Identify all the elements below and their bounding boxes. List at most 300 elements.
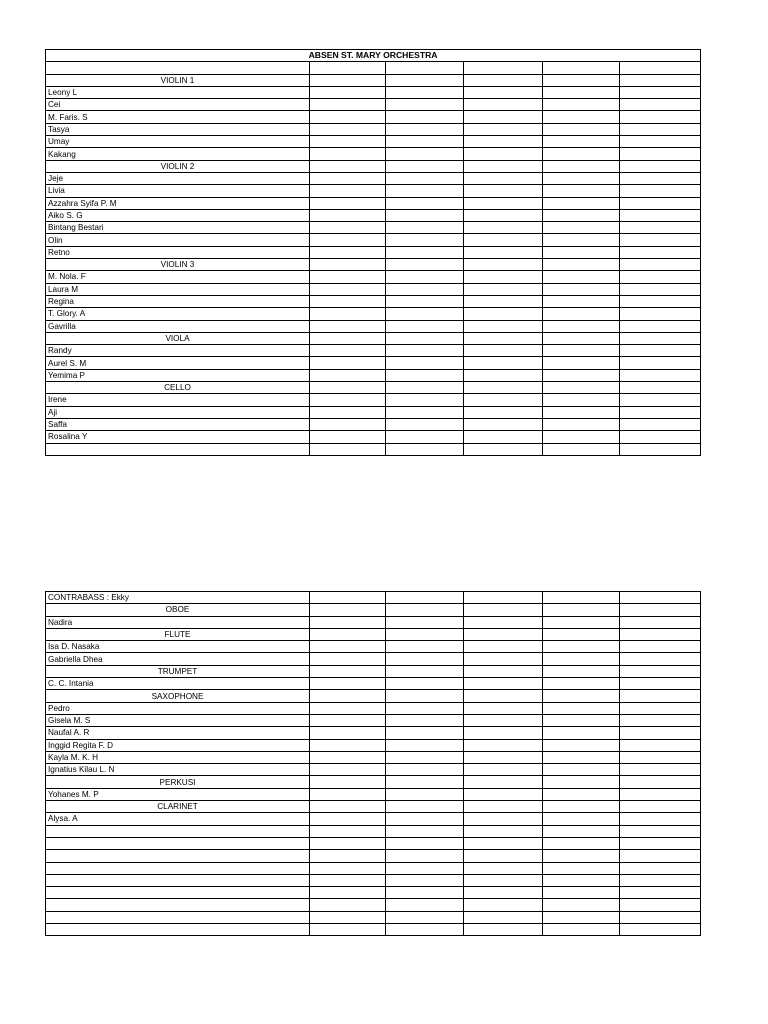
attendance-cell bbox=[386, 160, 464, 172]
member-name: Rosalina Y bbox=[46, 431, 310, 443]
attendance-cell bbox=[543, 283, 620, 295]
attendance-cell bbox=[464, 714, 543, 726]
attendance-cell bbox=[386, 874, 464, 886]
attendance-cell bbox=[386, 197, 464, 209]
member-name: Olin bbox=[46, 234, 310, 246]
attendance-table-1 bbox=[45, 49, 701, 456]
attendance-cell bbox=[310, 259, 386, 271]
attendance-cell bbox=[386, 690, 464, 702]
attendance-cell bbox=[543, 665, 620, 677]
attendance-cell bbox=[543, 887, 620, 899]
member-name: Gabriella Dhea bbox=[46, 653, 310, 665]
member-row bbox=[46, 788, 701, 800]
attendance-cell bbox=[543, 690, 620, 702]
member-name: M. Nola. F bbox=[46, 271, 310, 283]
attendance-cell bbox=[620, 911, 701, 923]
attendance-cell bbox=[464, 641, 543, 653]
attendance-cell bbox=[310, 308, 386, 320]
member-row bbox=[46, 111, 701, 123]
attendance-cell bbox=[620, 837, 701, 849]
attendance-cell bbox=[386, 320, 464, 332]
section-header-row bbox=[46, 690, 701, 702]
member-row bbox=[46, 678, 701, 690]
attendance-cell bbox=[464, 308, 543, 320]
member-row bbox=[46, 616, 701, 628]
empty-name-cell bbox=[46, 899, 310, 911]
blank-row bbox=[46, 899, 701, 911]
attendance-cell bbox=[386, 271, 464, 283]
attendance-cell bbox=[543, 837, 620, 849]
attendance-cell bbox=[310, 86, 386, 98]
attendance-cell bbox=[386, 62, 464, 74]
attendance-cell bbox=[386, 185, 464, 197]
attendance-cell bbox=[310, 271, 386, 283]
attendance-cell bbox=[620, 123, 701, 135]
attendance-cell bbox=[464, 185, 543, 197]
attendance-cell bbox=[310, 911, 386, 923]
attendance-cell bbox=[386, 111, 464, 123]
attendance-cell bbox=[386, 259, 464, 271]
attendance-cell bbox=[543, 308, 620, 320]
attendance-cell bbox=[464, 751, 543, 763]
member-name: Umay bbox=[46, 136, 310, 148]
member-name: CONTRABASS : Ekky bbox=[46, 592, 310, 604]
attendance-cell bbox=[386, 862, 464, 874]
member-name: Jeje bbox=[46, 172, 310, 184]
attendance-cell bbox=[310, 357, 386, 369]
attendance-cell bbox=[386, 431, 464, 443]
attendance-cell bbox=[620, 160, 701, 172]
attendance-cell bbox=[620, 874, 701, 886]
attendance-cell bbox=[543, 357, 620, 369]
attendance-cell bbox=[464, 271, 543, 283]
empty-name-cell bbox=[46, 443, 310, 455]
member-name: Kakang bbox=[46, 148, 310, 160]
attendance-cell bbox=[310, 148, 386, 160]
attendance-cell bbox=[310, 727, 386, 739]
attendance-cell bbox=[543, 801, 620, 813]
member-row bbox=[46, 418, 701, 430]
empty-name-cell bbox=[46, 862, 310, 874]
attendance-cell bbox=[620, 209, 701, 221]
member-row bbox=[46, 320, 701, 332]
attendance-cell bbox=[543, 111, 620, 123]
attendance-cell bbox=[543, 123, 620, 135]
empty-name-cell bbox=[46, 62, 310, 74]
member-name: Naufal A. R bbox=[46, 727, 310, 739]
attendance-cell bbox=[620, 62, 701, 74]
attendance-cell bbox=[543, 628, 620, 640]
attendance-cell bbox=[386, 283, 464, 295]
attendance-cell bbox=[543, 764, 620, 776]
attendance-cell bbox=[543, 136, 620, 148]
attendance-cell bbox=[620, 665, 701, 677]
section-label: VIOLIN 3 bbox=[46, 259, 310, 271]
attendance-cell bbox=[310, 764, 386, 776]
attendance-cell bbox=[543, 592, 620, 604]
attendance-cell bbox=[386, 653, 464, 665]
attendance-cell bbox=[464, 850, 543, 862]
attendance-cell bbox=[543, 702, 620, 714]
attendance-cell bbox=[543, 813, 620, 825]
attendance-cell bbox=[620, 764, 701, 776]
member-name: Yohanes M. P bbox=[46, 788, 310, 800]
attendance-cell bbox=[464, 394, 543, 406]
attendance-cell bbox=[310, 111, 386, 123]
attendance-cell bbox=[620, 86, 701, 98]
empty-name-cell bbox=[46, 837, 310, 849]
attendance-cell bbox=[620, 406, 701, 418]
attendance-cell bbox=[386, 592, 464, 604]
section-header-row bbox=[46, 382, 701, 394]
attendance-cell bbox=[464, 604, 543, 616]
attendance-cell bbox=[543, 874, 620, 886]
attendance-cell bbox=[386, 837, 464, 849]
attendance-cell bbox=[386, 357, 464, 369]
member-row bbox=[46, 123, 701, 135]
attendance-cell bbox=[310, 899, 386, 911]
attendance-cell bbox=[464, 406, 543, 418]
member-row bbox=[46, 357, 701, 369]
attendance-cell bbox=[310, 641, 386, 653]
attendance-cell bbox=[310, 418, 386, 430]
attendance-cell bbox=[620, 320, 701, 332]
attendance-cell bbox=[310, 825, 386, 837]
member-row bbox=[46, 739, 701, 751]
attendance-cell bbox=[464, 123, 543, 135]
attendance-cell bbox=[543, 62, 620, 74]
attendance-cell bbox=[386, 406, 464, 418]
attendance-cell bbox=[310, 751, 386, 763]
attendance-cell bbox=[620, 99, 701, 111]
attendance-cell bbox=[620, 628, 701, 640]
attendance-cell bbox=[543, 382, 620, 394]
attendance-cell bbox=[620, 382, 701, 394]
attendance-cell bbox=[464, 628, 543, 640]
member-row bbox=[46, 714, 701, 726]
empty-name-cell bbox=[46, 887, 310, 899]
attendance-cell bbox=[310, 431, 386, 443]
section-header-row bbox=[46, 665, 701, 677]
attendance-cell bbox=[310, 160, 386, 172]
attendance-cell bbox=[543, 99, 620, 111]
attendance-cell bbox=[464, 739, 543, 751]
attendance-cell bbox=[310, 776, 386, 788]
attendance-cell bbox=[620, 185, 701, 197]
member-name: Azzahra Syifa P. M bbox=[46, 197, 310, 209]
attendance-cell bbox=[464, 702, 543, 714]
attendance-cell bbox=[620, 887, 701, 899]
attendance-cell bbox=[386, 295, 464, 307]
blank-row bbox=[46, 850, 701, 862]
attendance-cell bbox=[543, 653, 620, 665]
section-label: VIOLIN 2 bbox=[46, 160, 310, 172]
attendance-cell bbox=[464, 283, 543, 295]
member-name: Isa D. Nasaka bbox=[46, 641, 310, 653]
attendance-cell bbox=[464, 234, 543, 246]
attendance-cell bbox=[310, 443, 386, 455]
attendance-cell bbox=[310, 801, 386, 813]
attendance-cell bbox=[620, 641, 701, 653]
attendance-cell bbox=[310, 74, 386, 86]
attendance-cell bbox=[464, 690, 543, 702]
section-header-row bbox=[46, 628, 701, 640]
attendance-cell bbox=[620, 801, 701, 813]
attendance-cell bbox=[464, 111, 543, 123]
member-name: Randy bbox=[46, 345, 310, 357]
attendance-cell bbox=[543, 727, 620, 739]
member-row bbox=[46, 283, 701, 295]
attendance-cell bbox=[386, 308, 464, 320]
member-row bbox=[46, 394, 701, 406]
attendance-cell bbox=[310, 850, 386, 862]
attendance-cell bbox=[464, 801, 543, 813]
attendance-cell bbox=[310, 99, 386, 111]
attendance-cell bbox=[543, 197, 620, 209]
blank-row bbox=[46, 825, 701, 837]
attendance-cell bbox=[310, 690, 386, 702]
attendance-cell bbox=[386, 678, 464, 690]
attendance-cell bbox=[620, 172, 701, 184]
attendance-cell bbox=[310, 837, 386, 849]
attendance-cell bbox=[620, 271, 701, 283]
attendance-cell bbox=[620, 295, 701, 307]
attendance-cell bbox=[386, 222, 464, 234]
section-label: SAXOPHONE bbox=[46, 690, 310, 702]
attendance-cell bbox=[620, 739, 701, 751]
attendance-cell bbox=[464, 764, 543, 776]
attendance-cell bbox=[386, 764, 464, 776]
attendance-cell bbox=[464, 222, 543, 234]
attendance-cell bbox=[386, 332, 464, 344]
attendance-cell bbox=[620, 616, 701, 628]
attendance-cell bbox=[620, 136, 701, 148]
attendance-cell bbox=[464, 665, 543, 677]
section-header-row bbox=[46, 604, 701, 616]
attendance-cell bbox=[620, 690, 701, 702]
member-name: Laura M bbox=[46, 283, 310, 295]
attendance-cell bbox=[620, 283, 701, 295]
section-header-row bbox=[46, 776, 701, 788]
attendance-cell bbox=[464, 345, 543, 357]
attendance-cell bbox=[464, 862, 543, 874]
attendance-cell bbox=[310, 222, 386, 234]
attendance-cell bbox=[543, 406, 620, 418]
attendance-cell bbox=[386, 813, 464, 825]
attendance-cell bbox=[543, 369, 620, 381]
member-name: Regina bbox=[46, 295, 310, 307]
blank-row bbox=[46, 62, 701, 74]
attendance-cell bbox=[543, 345, 620, 357]
attendance-cell bbox=[543, 616, 620, 628]
member-row bbox=[46, 702, 701, 714]
attendance-cell bbox=[543, 739, 620, 751]
attendance-cell bbox=[543, 209, 620, 221]
attendance-cell bbox=[464, 259, 543, 271]
member-row bbox=[46, 209, 701, 221]
attendance-cell bbox=[386, 911, 464, 923]
attendance-cell bbox=[386, 727, 464, 739]
attendance-cell bbox=[620, 148, 701, 160]
attendance-cell bbox=[310, 862, 386, 874]
attendance-cell bbox=[310, 172, 386, 184]
attendance-cell bbox=[543, 443, 620, 455]
attendance-cell bbox=[464, 899, 543, 911]
section-label: OBOE bbox=[46, 604, 310, 616]
attendance-cell bbox=[620, 222, 701, 234]
section-header-row bbox=[46, 160, 701, 172]
blank-row bbox=[46, 874, 701, 886]
attendance-cell bbox=[310, 604, 386, 616]
member-row bbox=[46, 751, 701, 763]
attendance-cell bbox=[386, 382, 464, 394]
attendance-cell bbox=[620, 246, 701, 258]
attendance-cell bbox=[386, 604, 464, 616]
attendance-cell bbox=[464, 727, 543, 739]
attendance-cell bbox=[310, 714, 386, 726]
blank-row bbox=[46, 443, 701, 455]
attendance-cell bbox=[464, 369, 543, 381]
attendance-cell bbox=[386, 74, 464, 86]
attendance-cell bbox=[386, 702, 464, 714]
attendance-cell bbox=[543, 172, 620, 184]
attendance-cell bbox=[464, 443, 543, 455]
attendance-cell bbox=[386, 86, 464, 98]
attendance-cell bbox=[543, 850, 620, 862]
member-name: Yemima P bbox=[46, 369, 310, 381]
attendance-cell bbox=[620, 653, 701, 665]
attendance-cell bbox=[620, 850, 701, 862]
attendance-cell bbox=[620, 813, 701, 825]
member-name: Livia bbox=[46, 185, 310, 197]
attendance-cell bbox=[386, 246, 464, 258]
attendance-cell bbox=[464, 616, 543, 628]
attendance-cell bbox=[543, 185, 620, 197]
attendance-cell bbox=[620, 332, 701, 344]
member-row bbox=[46, 271, 701, 283]
attendance-cell bbox=[464, 418, 543, 430]
attendance-cell bbox=[464, 357, 543, 369]
attendance-cell bbox=[543, 641, 620, 653]
attendance-cell bbox=[464, 653, 543, 665]
member-name: Tasya bbox=[46, 123, 310, 135]
attendance-cell bbox=[310, 197, 386, 209]
attendance-cell bbox=[310, 62, 386, 74]
attendance-cell bbox=[620, 74, 701, 86]
attendance-cell bbox=[386, 788, 464, 800]
attendance-cell bbox=[310, 234, 386, 246]
attendance-cell bbox=[464, 62, 543, 74]
member-name: Irene bbox=[46, 394, 310, 406]
attendance-cell bbox=[543, 86, 620, 98]
attendance-cell bbox=[620, 678, 701, 690]
attendance-cell bbox=[464, 74, 543, 86]
member-row bbox=[46, 172, 701, 184]
attendance-cell bbox=[386, 123, 464, 135]
member-name: Pedro bbox=[46, 702, 310, 714]
attendance-cell bbox=[310, 665, 386, 677]
section-header-row bbox=[46, 801, 701, 813]
attendance-cell bbox=[386, 345, 464, 357]
attendance-table-2 bbox=[45, 591, 701, 936]
section-header-row bbox=[46, 332, 701, 344]
attendance-cell bbox=[464, 209, 543, 221]
attendance-cell bbox=[464, 197, 543, 209]
attendance-cell bbox=[620, 788, 701, 800]
attendance-cell bbox=[620, 604, 701, 616]
attendance-cell bbox=[464, 160, 543, 172]
attendance-cell bbox=[464, 874, 543, 886]
attendance-cell bbox=[620, 418, 701, 430]
attendance-cell bbox=[386, 234, 464, 246]
attendance-cell bbox=[620, 394, 701, 406]
attendance-cell bbox=[464, 99, 543, 111]
section-label: PERKUSI bbox=[46, 776, 310, 788]
member-name: Cei bbox=[46, 99, 310, 111]
attendance-cell bbox=[310, 283, 386, 295]
attendance-cell bbox=[386, 739, 464, 751]
attendance-cell bbox=[310, 136, 386, 148]
attendance-cell bbox=[543, 678, 620, 690]
member-name: Nadira bbox=[46, 616, 310, 628]
attendance-cell bbox=[464, 86, 543, 98]
attendance-cell bbox=[464, 431, 543, 443]
member-row bbox=[46, 641, 701, 653]
attendance-cell bbox=[543, 160, 620, 172]
attendance-cell bbox=[386, 136, 464, 148]
attendance-cell bbox=[464, 592, 543, 604]
member-name: T. Glory. A bbox=[46, 308, 310, 320]
attendance-cell bbox=[543, 320, 620, 332]
attendance-cell bbox=[543, 776, 620, 788]
member-name: Retno bbox=[46, 246, 310, 258]
attendance-cell bbox=[310, 678, 386, 690]
attendance-cell bbox=[464, 320, 543, 332]
attendance-cell bbox=[543, 431, 620, 443]
member-row bbox=[46, 369, 701, 381]
attendance-cell bbox=[386, 801, 464, 813]
attendance-cell bbox=[620, 259, 701, 271]
attendance-cell bbox=[620, 308, 701, 320]
attendance-cell bbox=[543, 259, 620, 271]
attendance-cell bbox=[543, 924, 620, 936]
member-row bbox=[46, 136, 701, 148]
attendance-cell bbox=[543, 74, 620, 86]
attendance-cell bbox=[386, 776, 464, 788]
attendance-cell bbox=[620, 345, 701, 357]
member-name: Ignatius Kilau L. N bbox=[46, 764, 310, 776]
attendance-cell bbox=[620, 357, 701, 369]
section-label: TRUMPET bbox=[46, 665, 310, 677]
attendance-cell bbox=[310, 185, 386, 197]
empty-name-cell bbox=[46, 924, 310, 936]
attendance-cell bbox=[543, 246, 620, 258]
attendance-cell bbox=[464, 788, 543, 800]
blank-row bbox=[46, 924, 701, 936]
attendance-cell bbox=[310, 382, 386, 394]
attendance-cell bbox=[310, 924, 386, 936]
member-row bbox=[46, 592, 701, 604]
section-label: VIOLIN 1 bbox=[46, 74, 310, 86]
attendance-cell bbox=[386, 751, 464, 763]
attendance-cell bbox=[386, 665, 464, 677]
attendance-cell bbox=[464, 678, 543, 690]
attendance-cell bbox=[386, 641, 464, 653]
attendance-cell bbox=[386, 148, 464, 160]
attendance-cell bbox=[620, 899, 701, 911]
member-row bbox=[46, 308, 701, 320]
member-name: Bintang Bestari bbox=[46, 222, 310, 234]
